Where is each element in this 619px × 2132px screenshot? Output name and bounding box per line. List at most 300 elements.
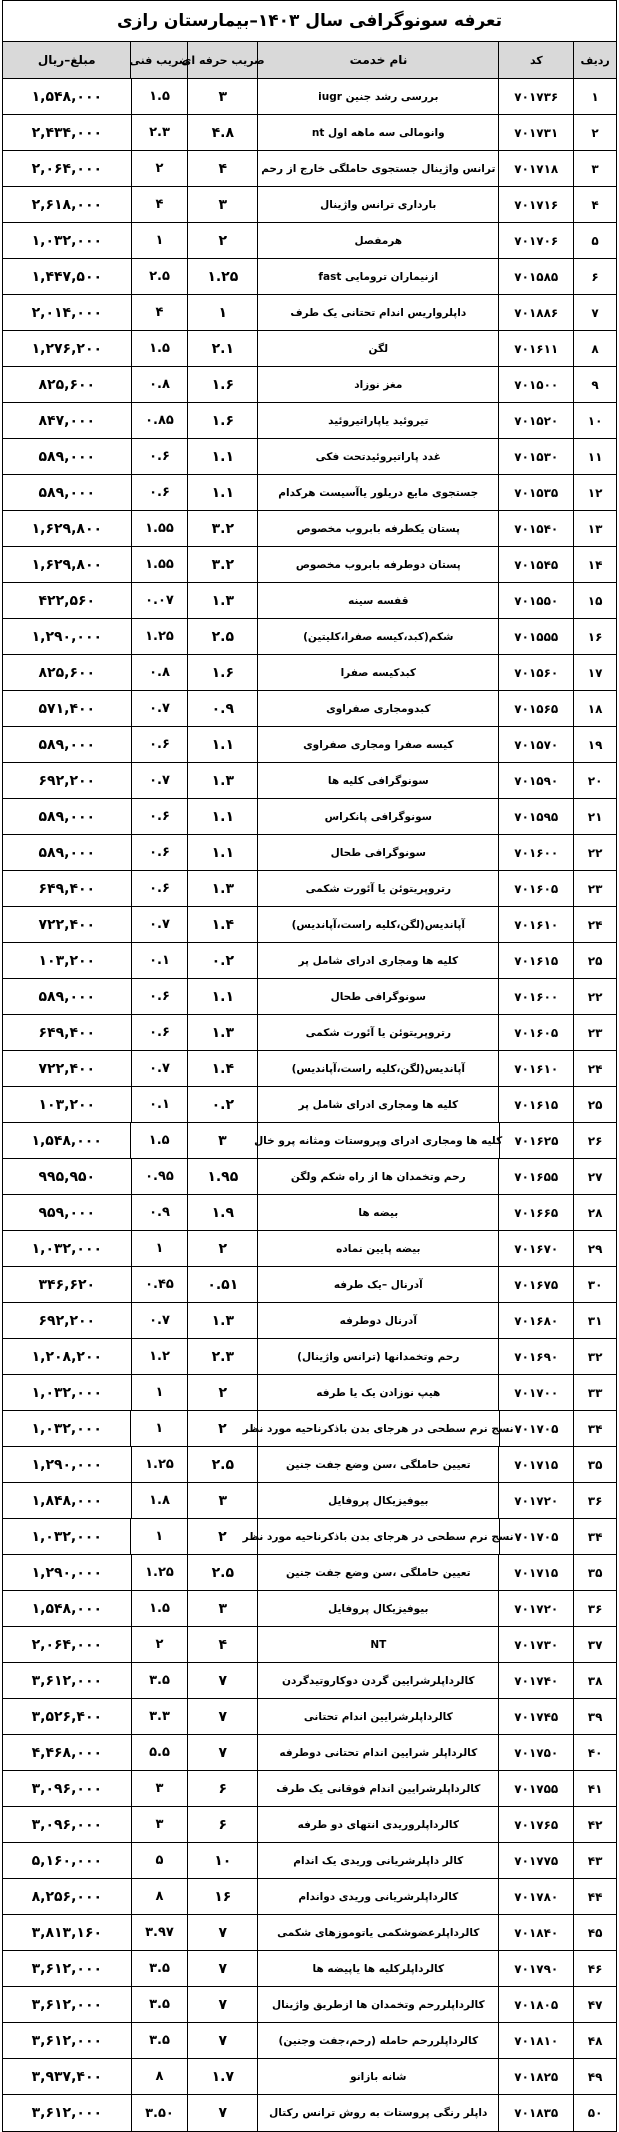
table-row [3,691,616,727]
table-row [3,331,616,367]
row-service-name: کالرداپلرشرایین گردن دوکاروتیدگردن [257,1663,498,1698]
table-row [3,259,616,295]
table-row [3,583,616,619]
row-service-name: کالرداپلرعضوشکمی یاتوموزهای شکمی [257,1915,498,1950]
row-prof-coef: ۳.۲ [187,511,257,546]
row-code: ۷۰۱۵۷۰ [498,727,573,762]
row-amount: ۱,۵۴۸,۰۰۰ [31,88,103,105]
row-tech-coef: ۱.۵۵ [131,511,188,546]
row-index: ۸ [573,331,616,366]
row-code: ۷۰۱۶۱۰ [498,907,573,942]
row-service-name: کالرداپلرشرایین اندام فوقانی یک طرف [257,1771,498,1806]
row-amount: ۳,۶۱۲,۰۰۰ [31,2105,103,2121]
row-amount: ۶۴۹,۴۰۰ [38,880,96,897]
row-code: ۷۰۱۵۵۵ [498,619,573,654]
row-prof-coef: ۷ [187,1951,257,1986]
row-prof-coef: ۲.۵ [187,1555,257,1590]
row-prof-coef: ۴ [187,151,257,186]
row-code: ۷۰۱۷۴۰ [498,1663,573,1698]
table-row [3,1591,616,1627]
row-amount: ۳,۹۳۷,۴۰۰ [31,2068,103,2085]
row-service-name: مغز نوزاد [257,367,498,402]
row-amount: ۸۲۵,۶۰۰ [38,664,96,681]
row-prof-coef: ۱۰ [187,1843,257,1878]
row-amount: ۳,۵۲۶,۴۰۰ [31,1708,103,1725]
row-code: ۷۰۱۷۵۵ [498,1771,573,1806]
row-index: ۴۶ [573,1951,616,1986]
row-index: ۳۴ [573,1519,616,1554]
row-code: ۷۰۱۶۱۰ [498,1051,573,1086]
row-prof-coef: ۳ [187,1483,257,1518]
row-tech-coef: ۱.۲۵ [131,1555,188,1590]
row-code: ۷۰۱۵۵۰ [498,583,573,618]
row-amount: ۵۸۹,۰۰۰ [38,988,96,1005]
row-index: ۳۷ [573,1627,616,1662]
row-service-name: ازنیماران ترومایی fast [257,259,498,294]
row-code: ۷۰۱۵۳۵ [498,475,573,510]
row-tech-coef: ۱.۲ [131,1339,188,1374]
row-code: ۷۰۱۶۶۵ [498,1195,573,1230]
row-amount: ۵۷۱,۴۰۰ [38,700,96,717]
row-service-name: بیضه ها [257,1195,498,1230]
row-service-name: کلیه ها ومجاری ادرای شامل پر [257,1087,498,1122]
row-service-name: غدد پاراتیروئیدتحت فکی [257,439,498,474]
table-row [3,835,616,871]
row-tech-coef: ۲ [131,151,188,186]
table-row [3,1951,616,1987]
row-service-name: بررسی رشد جنین iugr [257,79,498,114]
row-prof-coef: ۱۶ [187,1879,257,1914]
row-amount: ۱,۰۳۲,۰۰۰ [31,1384,103,1401]
row-code: ۷۰۱۷۳۶ [498,79,573,114]
row-tech-coef: ۰.۶ [131,871,188,906]
table-row [3,1231,616,1267]
row-amount: ۱,۲۰۸,۲۰۰ [31,1348,103,1365]
row-amount: ۱,۲۹۰,۰۰۰ [31,1564,103,1581]
row-tech-coef: ۰.۶ [131,799,188,834]
row-code: ۷۰۱۶۰۰ [498,979,573,1014]
table-row [3,1303,616,1339]
row-tech-coef: ۰.۷ [131,1051,188,1086]
row-code: ۷۰۱۵۶۵ [498,691,573,726]
row-index: ۱۸ [573,691,616,726]
row-service-name: ترانس واژینال جستجوی حاملگی خارج از رحم [257,151,498,186]
row-prof-coef: ۱.۱ [187,439,257,474]
row-code: ۷۰۱۶۷۵ [498,1267,573,1302]
row-code: ۷۰۱۷۵۰ [498,1735,573,1770]
table-row [3,1879,616,1915]
row-code: ۷۰۱۶۱۱ [498,331,573,366]
row-tech-coef: ۰.۸ [131,655,188,690]
row-prof-coef: ۲.۵ [187,1447,257,1482]
table-row [3,1051,616,1087]
row-amount: ۵۸۹,۰۰۰ [38,736,96,753]
row-index: ۵۰ [573,2095,616,2131]
row-amount: ۱,۲۷۶,۲۰۰ [31,340,103,357]
row-service-name: هیپ نوزادن یک یا طرفه [257,1375,498,1410]
row-tech-coef: ۳.۵ [131,2023,188,2058]
table-row [3,79,616,115]
row-service-name: آپاندیس(لگن،کلیه راست،آپاندیس) [257,1051,498,1086]
row-index: ۳۶ [573,1591,616,1626]
row-amount: ۹۹۵,۹۵۰ [38,1168,96,1185]
row-amount: ۱,۲۹۰,۰۰۰ [31,1456,103,1473]
row-index: ۲۳ [573,1015,616,1050]
row-code: ۷۰۱۵۹۵ [498,799,573,834]
row-prof-coef: ۱.۳ [187,583,257,618]
row-prof-coef: ۱.۳ [187,871,257,906]
row-code: ۷۰۱۵۸۵ [498,259,573,294]
table-row [3,475,616,511]
row-amount: ۳,۸۱۳,۱۶۰ [31,1924,103,1941]
row-service-name: NT [257,1627,498,1662]
row-amount: ۳۴۶,۶۲۰ [38,1276,96,1293]
row-code: ۷۰۱۷۱۵ [498,1447,573,1482]
row-service-name: آدرنال دوطرفه [257,1303,498,1338]
row-tech-coef: ۵.۵ [131,1735,188,1770]
row-prof-coef: ۱.۹ [187,1195,257,1230]
row-tech-coef: ۰.۶ [131,727,188,762]
row-service-name: کلیه ها ومجاری ادرای وپروستات ومثانه پرو خال [257,1123,499,1158]
row-code: ۷۰۱۶۰۵ [498,871,573,906]
row-index: ۳۲ [573,1339,616,1374]
row-tech-coef: ۰.۷ [131,907,188,942]
table-row [3,1015,616,1051]
row-service-name: کلیه ها ومجاری ادرای شامل پر [257,943,498,978]
row-index: ۱۰ [573,403,616,438]
row-amount: ۳,۶۱۲,۰۰۰ [31,1672,103,1689]
row-service-name: نسج نرم سطحی در هرجای بدن باذکرناحیه مورد نظر [257,1519,499,1554]
row-index: ۲۴ [573,907,616,942]
header-tech-coef: ضریب فنی [130,42,187,78]
row-index: ۱۶ [573,619,616,654]
row-index: ۳۹ [573,1699,616,1734]
table-row [3,403,616,439]
table-row [3,1375,616,1411]
row-index: ۲۸ [573,1195,616,1230]
row-service-name: قفسه سینه [257,583,498,618]
row-code: ۷۰۱۸۲۵ [498,2059,573,2094]
row-service-name: نسج نرم سطحی در هرجای بدن باذکرناحیه مورد نظر [257,1411,499,1446]
row-code: ۷۰۱۷۱۶ [498,187,573,222]
row-amount: ۶۹۲,۲۰۰ [38,1312,96,1329]
row-amount: ۱,۰۳۲,۰۰۰ [31,1240,103,1257]
row-code: ۷۰۱۸۳۵ [498,2095,573,2131]
row-index: ۳۳ [573,1375,616,1410]
row-prof-coef: ۱.۳ [187,1015,257,1050]
row-code: ۷۰۱۵۴۰ [498,511,573,546]
row-index: ۳۰ [573,1267,616,1302]
row-prof-coef: ۷ [187,1987,257,2022]
row-code: ۷۰۱۶۹۰ [498,1339,573,1374]
table-row [3,655,616,691]
row-index: ۴ [573,187,616,222]
header-amount: مبلغ–ریال [37,53,96,67]
row-index: ۲۰ [573,763,616,798]
row-tech-coef: ۳ [131,1807,188,1842]
row-prof-coef: ۲ [187,1519,257,1554]
row-service-name: بارداری ترانس واژینال [257,187,498,222]
row-tech-coef: ۱ [130,1411,187,1446]
row-amount: ۳,۰۹۶,۰۰۰ [31,1816,103,1833]
row-prof-coef: ۷ [187,2095,257,2131]
row-index: ۲۶ [573,1123,616,1158]
table-row [3,1195,616,1231]
row-prof-coef: ۱.۱ [187,835,257,870]
row-tech-coef: ۱.۵ [130,1123,187,1158]
table-row [3,727,616,763]
row-index: ۱۷ [573,655,616,690]
row-code: ۷۰۱۶۱۵ [498,943,573,978]
row-amount: ۸۴۷,۰۰۰ [38,412,96,429]
row-amount: ۱,۰۳۲,۰۰۰ [31,232,103,249]
row-amount: ۲,۰۶۴,۰۰۰ [31,1636,103,1653]
row-code: ۷۰۱۶۸۰ [498,1303,573,1338]
row-index: ۱ [573,79,616,114]
table-row [3,1987,616,2023]
row-prof-coef: ۰.۲ [187,1087,257,1122]
row-prof-coef: ۱ [187,295,257,330]
header-service: نام خدمت [257,42,498,78]
row-amount: ۱۰۳,۲۰۰ [38,952,96,969]
row-tech-coef: ۰.۶ [131,835,188,870]
row-service-name: تعیین حاملگی ،سن وضع جفت جنین [257,1555,498,1590]
row-tech-coef: ۱.۲۵ [131,1447,188,1482]
row-tech-coef: ۱ [131,1375,188,1410]
header-index: ردیف [573,42,616,78]
row-code: ۷۰۱۶۰۵ [498,1015,573,1050]
row-service-name: کالرداپلررحم وتخمدان ها ازطریق واژینال [257,1987,498,2022]
row-index: ۱۹ [573,727,616,762]
row-service-name: هرمفصل [257,223,498,258]
row-service-name: تیروئید یاپاراتیروئید [257,403,498,438]
row-amount: ۱,۶۲۹,۸۰۰ [31,520,103,537]
row-tech-coef: ۰.۱ [131,1087,188,1122]
row-prof-coef: ۳ [187,1123,257,1158]
table-body [3,79,616,2131]
row-code: ۷۰۱۶۷۰ [498,1231,573,1266]
row-tech-coef: ۰.۸۵ [131,403,188,438]
row-amount: ۳,۶۱۲,۰۰۰ [31,2032,103,2049]
row-prof-coef: ۲ [187,1231,257,1266]
row-tech-coef: ۳ [131,1771,188,1806]
row-index: ۴۱ [573,1771,616,1806]
row-amount: ۵۸۹,۰۰۰ [38,808,96,825]
row-code: ۷۰۱۸۱۰ [498,2023,573,2058]
row-code: ۷۰۱۷۹۰ [498,1951,573,1986]
row-code: ۷۰۱۷۳۰ [498,1627,573,1662]
row-code: ۷۰۱۷۴۵ [498,1699,573,1734]
table-row [3,1555,616,1591]
row-tech-coef: ۱ [131,223,188,258]
row-index: ۴۷ [573,1987,616,2022]
row-service-name: کبدومجاری صفراوی [257,691,498,726]
row-tech-coef: ۰.۷ [131,1303,188,1338]
row-tech-coef: ۰.۴۵ [131,1267,188,1302]
row-amount: ۱,۸۴۸,۰۰۰ [31,1492,103,1509]
row-tech-coef: ۱.۵ [131,331,188,366]
row-amount: ۶۹۲,۲۰۰ [38,772,96,789]
sheet-title: تعرفه سونوگرافی سال ۱۴۰۳–بیمارستان رازی [3,1,616,42]
row-index: ۳۸ [573,1663,616,1698]
row-prof-coef: ۱.۳ [187,763,257,798]
row-prof-coef: ۱.۶ [187,655,257,690]
table-row [3,1519,616,1555]
row-prof-coef: ۷ [187,1735,257,1770]
row-tech-coef: ۱.۵ [131,1591,188,1626]
row-index: ۲ [573,115,616,150]
row-amount: ۵۸۹,۰۰۰ [38,844,96,861]
row-service-name: پستان یکطرفه بابروب مخصوص [257,511,498,546]
row-tech-coef: ۱.۸ [131,1483,188,1518]
row-tech-coef: ۰.۶ [131,439,188,474]
row-prof-coef: ۱.۱ [187,979,257,1014]
row-code: ۷۰۱۵۳۰ [498,439,573,474]
row-index: ۷ [573,295,616,330]
table-row [3,295,616,331]
row-index: ۳۱ [573,1303,616,1338]
row-prof-coef: ۲.۳ [187,1339,257,1374]
tariff-sheet [2,0,617,2132]
row-prof-coef: ۱.۶ [187,367,257,402]
table-row [3,943,616,979]
row-index: ۲۷ [573,1159,616,1194]
table-row [3,2059,616,2095]
row-index: ۲۱ [573,799,616,834]
row-tech-coef: ۱ [130,1519,187,1554]
row-amount: ۵۸۹,۰۰۰ [38,448,96,465]
row-service-name: بیوفیزیکال پروفایل [257,1483,498,1518]
row-amount: ۴,۴۶۸,۰۰۰ [31,1744,103,1761]
row-amount: ۴۲۲,۵۶۰ [38,592,96,609]
row-prof-coef: ۶ [187,1771,257,1806]
row-index: ۴۹ [573,2059,616,2094]
row-index: ۲۵ [573,943,616,978]
row-amount: ۳,۰۹۶,۰۰۰ [31,1780,103,1797]
row-prof-coef: ۳ [187,79,257,114]
row-tech-coef: ۰.۶ [131,475,188,510]
row-index: ۱۵ [573,583,616,618]
row-amount: ۱,۶۲۹,۸۰۰ [31,556,103,573]
row-prof-coef: ۰.۹ [187,691,257,726]
row-amount: ۲,۶۱۸,۰۰۰ [31,196,103,213]
row-code: ۷۰۱۶۰۰ [498,835,573,870]
table-row [3,1339,616,1375]
row-prof-coef: ۱.۹۵ [187,1159,257,1194]
row-tech-coef: ۰.۰۷ [131,583,188,618]
row-amount: ۱,۵۴۸,۰۰۰ [31,1600,103,1617]
row-service-name: جستجوی مایع دریلور یاآسیست هرکدام [257,475,498,510]
row-tech-coef: ۰.۱ [131,943,188,978]
row-tech-coef: ۳.۵ [131,1663,188,1698]
table-row [3,907,616,943]
row-tech-coef: ۲.۳ [131,115,188,150]
table-row [3,1411,616,1447]
row-prof-coef: ۴ [187,1627,257,1662]
row-tech-coef: ۳.۹۷ [131,1915,188,1950]
row-service-name: سونوگرافی کلیه ها [257,763,498,798]
row-prof-coef: ۲.۵ [187,619,257,654]
row-prof-coef: ۷ [187,1663,257,1698]
row-index: ۹ [573,367,616,402]
row-prof-coef: ۳ [187,1591,257,1626]
header-code: کد [498,42,573,78]
row-index: ۲۴ [573,1051,616,1086]
row-amount: ۲,۰۶۴,۰۰۰ [31,160,103,177]
row-index: ۱۱ [573,439,616,474]
row-amount: ۷۲۲,۴۰۰ [38,1060,96,1077]
row-prof-coef: ۰.۲ [187,943,257,978]
row-tech-coef: ۱.۲۵ [131,619,188,654]
table-row [3,439,616,475]
row-service-name: کبدکیسه صفرا [257,655,498,690]
row-service-name: کالرداپلروریدی انتهای دو طرفه [257,1807,498,1842]
row-amount: ۵,۱۶۰,۰۰۰ [31,1852,103,1869]
table-row [3,151,616,187]
row-service-name: داپلرواریس اندام تحتانی یک طرف [257,295,498,330]
row-index: ۳۴ [573,1411,616,1446]
row-index: ۶ [573,259,616,294]
row-service-name: سونوگرافی طحال [257,979,498,1014]
row-service-name: کالر داپلرشریانی وریدی یک اندام [257,1843,498,1878]
row-index: ۴۵ [573,1915,616,1950]
table-row [3,2095,616,2131]
row-service-name: آپاندیس(لگن،کلیه راست،آپاندیس) [257,907,498,942]
row-tech-coef: ۴ [131,187,188,222]
row-index: ۱۲ [573,475,616,510]
row-amount: ۱,۴۴۷,۵۰۰ [31,268,103,285]
row-tech-coef: ۳.۳ [131,1699,188,1734]
row-amount: ۱۰۳,۲۰۰ [38,1096,96,1113]
row-prof-coef: ۱.۱ [187,799,257,834]
table-row [3,511,616,547]
table-row [3,1627,616,1663]
table-row [3,979,616,1015]
row-code: ۷۰۱۵۹۰ [498,763,573,798]
row-code: ۷۰۱۸۴۰ [498,1915,573,1950]
row-prof-coef: ۳ [187,187,257,222]
row-code: ۷۰۱۷۱۵ [498,1555,573,1590]
row-service-name: شکم(کبد،کیسه صفرا،کلیتین) [257,619,498,654]
row-tech-coef: ۲.۵ [131,259,188,294]
row-index: ۲۳ [573,871,616,906]
header-prof-coef: ضریب حرفه ای [187,42,257,78]
row-service-name: تعیین حاملگی ،سن وضع جفت جنین [257,1447,498,1482]
table-row [3,1807,616,1843]
row-index: ۱۴ [573,547,616,582]
table-row [3,1663,616,1699]
tariff-table [3,42,616,2131]
row-code: ۷۰۱۵۶۰ [498,655,573,690]
row-amount: ۳,۶۱۲,۰۰۰ [31,1996,103,2013]
table-row [3,1699,616,1735]
row-service-name: داپلر رنگی پروستات به روش ترانس رکتال [257,2095,498,2131]
table-row [3,1771,616,1807]
row-amount: ۱,۲۹۰,۰۰۰ [31,628,103,645]
row-prof-coef: ۳.۲ [187,547,257,582]
row-index: ۲۲ [573,835,616,870]
table-row [3,1159,616,1195]
row-tech-coef: ۰.۷ [131,763,188,798]
row-code: ۷۰۱۶۱۵ [498,1087,573,1122]
row-prof-coef: ۱.۴ [187,1051,257,1086]
row-tech-coef: ۸ [131,2059,188,2094]
row-service-name: بیوفیزیکال پروفایل [257,1591,498,1626]
table-row [3,367,616,403]
row-code: ۷۰۱۷۸۰ [498,1879,573,1914]
table-row [3,187,616,223]
row-code: ۷۰۱۷۰۵ [499,1519,574,1554]
